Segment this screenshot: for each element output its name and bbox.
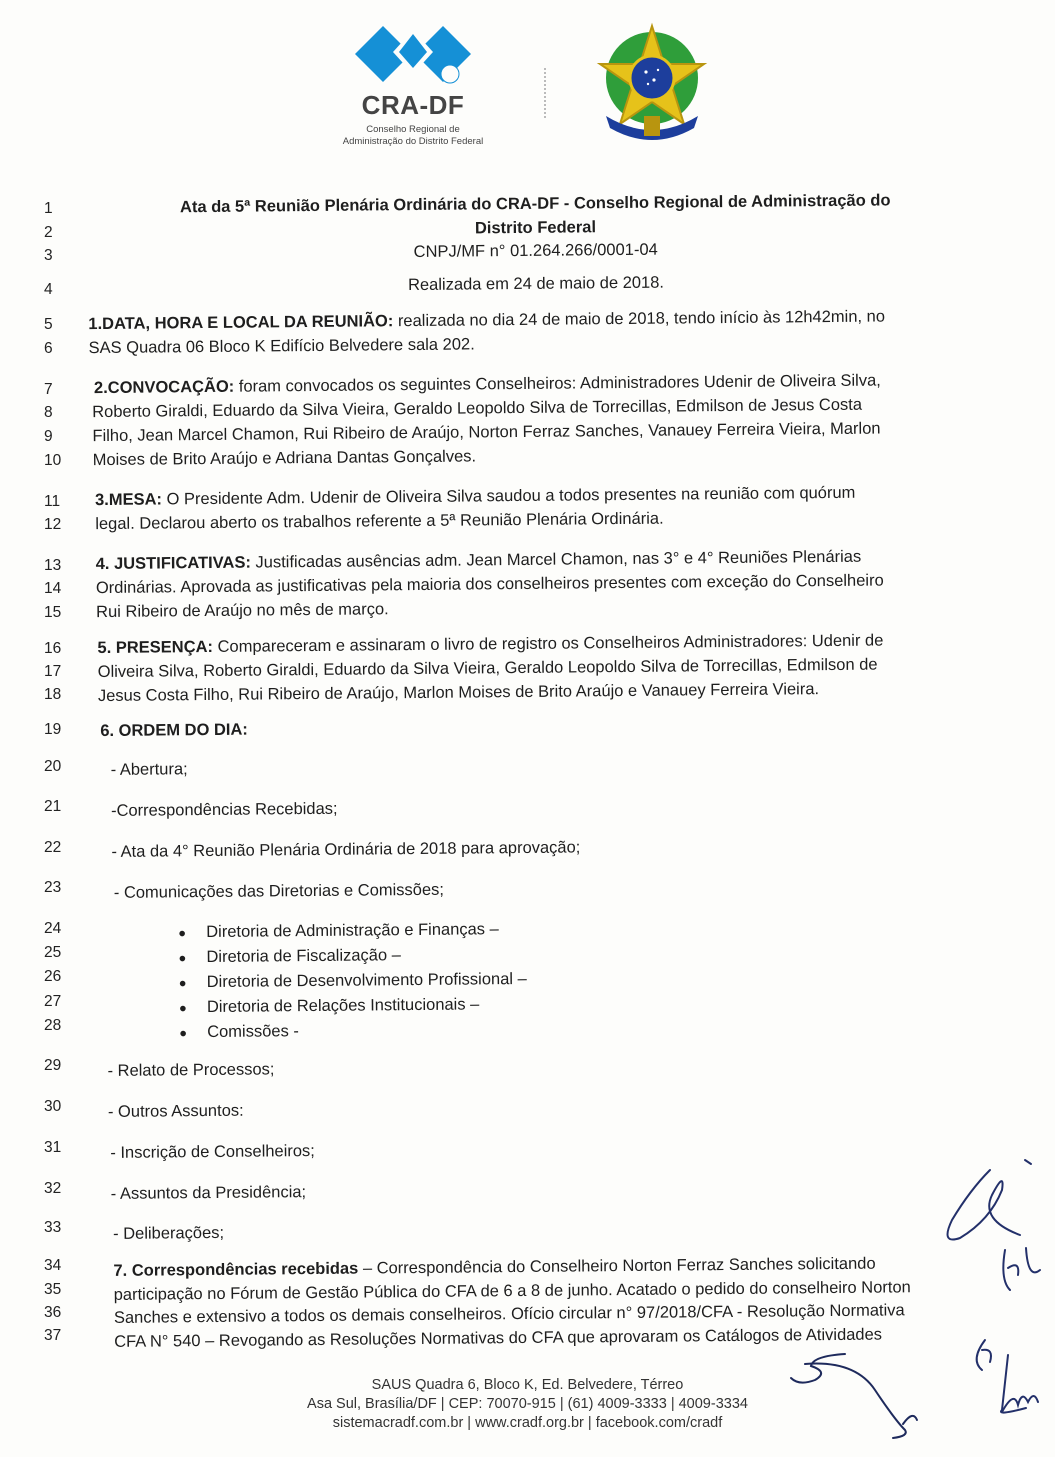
line-number: 4: [44, 281, 53, 298]
line-number: 10: [44, 452, 62, 469]
agenda-item: - Relato de Processos;: [107, 1060, 275, 1080]
line-number: 3: [44, 247, 53, 264]
section-7-heading: 7. Correspondências recebidas: [113, 1259, 359, 1280]
section-2-heading: 2.CONVOCAÇÃO:: [93, 377, 235, 398]
agenda-item: -Correspondências Recebidas;: [110, 799, 338, 820]
section-5-heading: 5. PRESENÇA:: [97, 637, 214, 658]
section-1-heading: 1.DATA, HORA E LOCAL DA REUNIÃO:: [88, 312, 394, 334]
line-number: 5: [44, 316, 53, 333]
line-number: 7: [44, 381, 53, 398]
document-title-line2: Distrito Federal: [474, 218, 597, 238]
bullet-icon: ●: [178, 1000, 187, 1016]
line-number: 34: [44, 1257, 62, 1274]
bullet-icon: ●: [179, 1025, 188, 1041]
section-3-line2: legal. Declarou aberto os trabalhos referente a 5ª Reunião Plenária Ordinária.: [95, 509, 664, 534]
line-number: 6: [44, 340, 53, 357]
line-number: 36: [44, 1304, 62, 1321]
footer-address: SAUS Quadra 6, Bloco K, Ed. Belvedere, Térreo: [371, 1377, 684, 1393]
section-2-line1: [94, 372, 881, 399]
section-5-text: Compareceram e assinaram o livro de registro os Conselheiros Administradores: Udenir de: [212, 631, 884, 656]
agenda-item: - Outros Assuntos:: [107, 1101, 244, 1121]
bullet-item: [179, 1022, 299, 1042]
line-number: 9: [44, 428, 53, 445]
line-number: 8: [44, 404, 53, 421]
line-number: 14: [44, 580, 62, 597]
section-1-line1: [88, 307, 885, 334]
org-name-line1: Conselho Regional de: [366, 124, 460, 135]
section-4-line1: [96, 548, 862, 574]
agenda-item: - Ata da 4° Reunião Plenária Ordinária de 2018 para aprovação;: [111, 838, 581, 861]
line-number: 15: [44, 604, 62, 621]
line-number: 12: [44, 516, 62, 533]
section-1-line2: SAS Quadra 06 Bloco K Edifício Belvedere sala 202.: [88, 335, 475, 358]
bullet-text: Diretoria de Administração e Finanças –: [206, 920, 499, 942]
section-7-line1: [113, 1255, 875, 1281]
bullet-item: [179, 995, 480, 1017]
section-4-heading: 4. JUSTIFICATIVAS:: [95, 553, 252, 574]
section-4-text: Justificadas ausências adm. Jean Marcel Chamon, nas 3° e 4° Reuniões Plenárias: [250, 547, 862, 572]
bullet-icon: ●: [178, 950, 187, 966]
line-number: 26: [44, 968, 62, 985]
line-number: 16: [44, 640, 62, 657]
bullet-icon: ●: [178, 925, 187, 941]
line-number: 33: [44, 1219, 62, 1236]
line-number: 20: [44, 758, 62, 775]
line-number: 30: [44, 1098, 62, 1115]
agenda-item: - Comunicações das Diretorias e Comissões;: [113, 880, 445, 902]
line-number: 27: [44, 993, 62, 1010]
line-number: 25: [44, 944, 62, 961]
section-7-line4: CFA N° 540 – Revogando as Resoluções Normativas do CFA que aprovaram os Catálogos de Atividades: [114, 1325, 883, 1351]
section-3-heading: 3.MESA:: [94, 490, 163, 510]
section-7-line2: participação no Fórum de Gestão Pública do CFA de 6 a 8 de junho. Acatado o pedido do conselheiro Norton: [113, 1278, 911, 1304]
agenda-item: - Deliberações;: [113, 1223, 225, 1243]
line-number: 31: [44, 1139, 62, 1156]
section-4-line3: Rui Ribeiro de Araújo no mês de março.: [96, 600, 389, 622]
footer-websites: sistemacradf.com.br | www.cradf.org.br | facebook.com/cradf: [332, 1415, 723, 1431]
bullet-item: [178, 946, 401, 967]
org-name-line2: Administração do Distrito Federal: [342, 136, 484, 147]
bullet-text: Diretoria de Relações Institucionais –: [206, 995, 480, 1017]
line-number: 13: [44, 557, 62, 574]
line-number: 1: [44, 200, 53, 217]
bullet-icon: ●: [178, 975, 187, 991]
section-5-line3: Jesus Costa Filho, Rui Ribeiro de Araújo, Marlon Moises de Brito Araújo e Vanauey Ferreira Vieira.: [97, 680, 820, 706]
section-7-text: – Correspondência do Conselheiro Norton Ferraz Sanches solicitando: [358, 1254, 876, 1278]
section-3-text: O Presidente Adm. Udenir de Oliveira Silva saudou a todos presentes na reunião com quórum: [161, 483, 856, 509]
line-number: 22: [44, 839, 62, 856]
line-number: 18: [44, 686, 62, 703]
section-6-heading: 6. ORDEM DO DIA:: [100, 720, 248, 741]
line-number: 11: [44, 493, 61, 510]
line-number: 19: [44, 721, 62, 738]
bullet-text: Diretoria de Desenvolvimento Profissional –: [206, 969, 527, 992]
cnpj-line: CNPJ/MF n° 01.264.266/0001-04: [413, 240, 658, 262]
document-title-line1: Ata da 5ª Reunião Plenária Ordinária do CRA-DF - Conselho Regional de Administração do: [179, 191, 891, 217]
line-number: 17: [44, 663, 62, 680]
section-4-line2: Ordinárias. Aprovada as justificativas pela maioria dos conselheiros presentes com exceção do Conselheiro: [95, 571, 884, 598]
line-number: 21: [44, 798, 62, 815]
section-3-line1: [95, 484, 855, 510]
line-number: 28: [44, 1017, 62, 1034]
section-5-line2: Oliveira Silva, Roberto Giraldi, Eduardo da Silva Vieira, Geraldo Leopoldo Silva de Torrecillas, Edmilson de: [97, 655, 878, 682]
meeting-date: Realizada em 24 de maio de 2018.: [407, 273, 665, 295]
agenda-item: - Inscrição de Conselheiros;: [110, 1141, 315, 1162]
line-number: 23: [44, 879, 62, 896]
bullet-text: Comissões -: [207, 1022, 299, 1042]
line-number: 24: [44, 920, 62, 937]
section-2-line4: Moises de Brito Araújo e Adriana Dantas Gonçalves.: [92, 447, 477, 470]
section-5-line1: [97, 632, 883, 659]
line-number: 29: [44, 1057, 62, 1074]
agenda-item: - Abertura;: [110, 760, 188, 779]
line-number: 32: [44, 1180, 62, 1197]
line-number: 35: [44, 1281, 62, 1298]
letterhead-footer: [0, 1376, 1055, 1433]
section-7-line3: Sanches e extensivo a todos os demais conselheiros. Ofício circular n° 97/2018/CFA - Resolução Normativa: [113, 1301, 905, 1327]
line-number: 2: [44, 224, 53, 241]
section-2-line3: Filho, Jean Marcel Chamon, Rui Ribeiro de Araújo, Norton Ferraz Sanches, Vanauey Ferreira Vieira, Marlon: [92, 419, 881, 446]
org-acronym: CRA-DF: [361, 90, 465, 120]
bullet-text: Diretoria de Fiscalização –: [206, 946, 401, 967]
footer-contacts: Asa Sul, Brasília/DF | CEP: 70070-915 | (61) 4009-3333 | 4009-3334: [307, 1396, 748, 1412]
line-number: 37: [44, 1327, 62, 1344]
section-1-text: realizada no dia 24 de maio de 2018, tendo início às 12h42min, no: [393, 307, 886, 331]
section-2-text: foram convocados os seguintes Conselheiros: Administradores Udenir de Oliveira Silva,: [234, 371, 881, 396]
section-2-line2: Roberto Giraldi, Eduardo da Silva Vieira, Geraldo Leopoldo Silva de Torrecillas, Edmilson de Jesus Costa: [92, 395, 863, 422]
bullet-item: [179, 970, 527, 992]
bullet-item: [178, 920, 499, 942]
agenda-item: - Assuntos da Presidência;: [110, 1183, 307, 1203]
